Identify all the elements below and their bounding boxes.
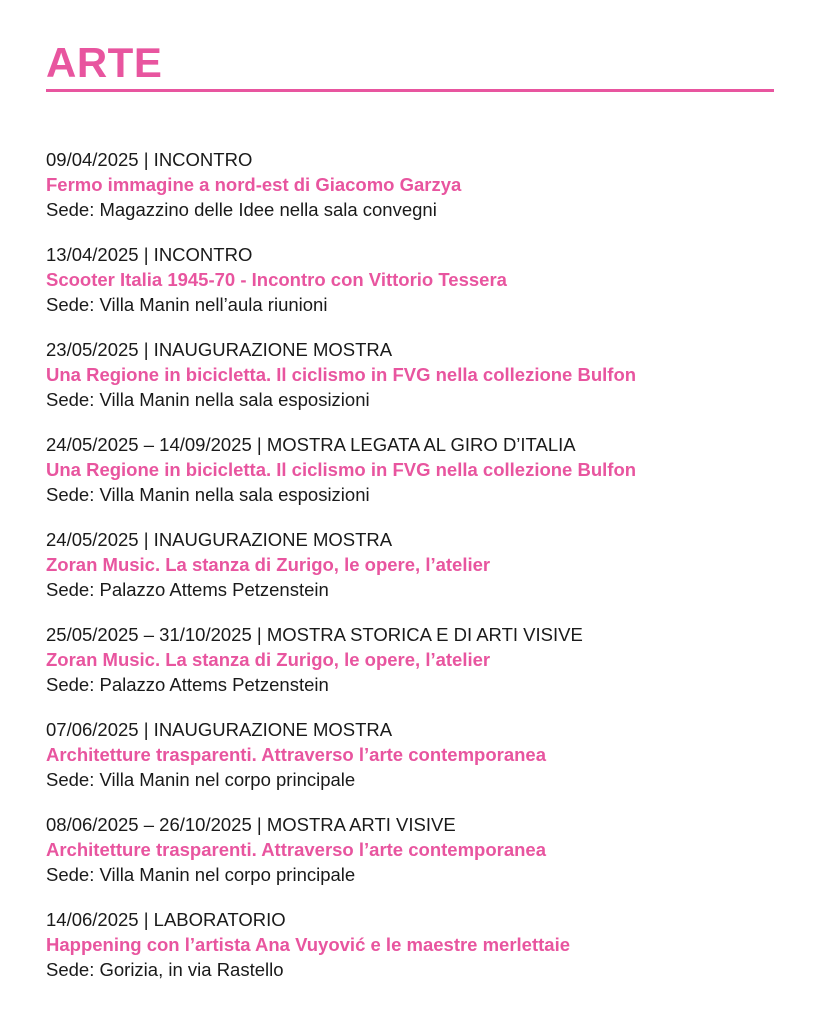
event-title: Una Regione in bicicletta. Il ciclismo in FVG nella collezione Bulfon [46, 364, 637, 385]
event-date-type: 09/04/2025 | INCONTRO [46, 149, 253, 170]
event-venue: Sede: Palazzo Attems Petzenstein [46, 674, 329, 695]
title-divider [46, 89, 774, 92]
event-item [46, 622, 774, 717]
event-venue: Sede: Villa Manin nella sala esposizioni [46, 484, 370, 505]
event-title: Fermo immagine a nord-est di Giacomo Garzya [46, 174, 462, 195]
event-date-type: 08/06/2025 – 26/10/2025 | MOSTRA ARTI VISIVE [46, 814, 456, 835]
event-date-type: 14/06/2025 | LABORATORIO [46, 909, 286, 930]
event-list [46, 147, 774, 1002]
event-venue: Sede: Villa Manin nell’aula riunioni [46, 294, 328, 315]
event-item [46, 527, 774, 622]
event-title: Architetture trasparenti. Attraverso l’arte contemporanea [46, 744, 546, 765]
event-date-type: 24/05/2025 – 14/09/2025 | MOSTRA LEGATA AL GIRO D’ITALIA [46, 434, 576, 455]
event-title: Una Regione in bicicletta. Il ciclismo in FVG nella collezione Bulfon [46, 459, 637, 480]
event-item [46, 242, 774, 337]
event-item [46, 337, 774, 432]
event-item [46, 812, 774, 907]
event-date-type: 07/06/2025 | INAUGURAZIONE MOSTRA [46, 719, 393, 740]
event-venue: Sede: Villa Manin nella sala esposizioni [46, 389, 370, 410]
event-title: Zoran Music. La stanza di Zurigo, le opere, l’atelier [46, 649, 491, 670]
event-venue: Sede: Villa Manin nel corpo principale [46, 769, 356, 790]
event-date-type: 25/05/2025 – 31/10/2025 | MOSTRA STORICA E DI ARTI VISIVE [46, 624, 583, 645]
event-item [46, 717, 774, 812]
event-venue: Sede: Magazzino delle Idee nella sala convegni [46, 199, 437, 220]
event-title: Architetture trasparenti. Attraverso l’arte contemporanea [46, 839, 546, 860]
event-venue: Sede: Palazzo Attems Petzenstein [46, 579, 329, 600]
event-item [46, 907, 774, 1002]
event-venue: Sede: Villa Manin nel corpo principale [46, 864, 356, 885]
event-title: Scooter Italia 1945-70 - Incontro con Vittorio Tessera [46, 269, 507, 290]
event-title: Happening con l’artista Ana Vuyović e le maestre merlettaie [46, 934, 571, 955]
event-date-type: 13/04/2025 | INCONTRO [46, 244, 253, 265]
event-item [46, 147, 774, 242]
event-venue: Sede: Gorizia, in via Rastello [46, 959, 284, 980]
event-item [46, 432, 774, 527]
event-date-type: 24/05/2025 | INAUGURAZIONE MOSTRA [46, 529, 393, 550]
event-date-type: 23/05/2025 | INAUGURAZIONE MOSTRA [46, 339, 393, 360]
page-title: ARTE [46, 39, 163, 86]
event-title: Zoran Music. La stanza di Zurigo, le opere, l’atelier [46, 554, 491, 575]
